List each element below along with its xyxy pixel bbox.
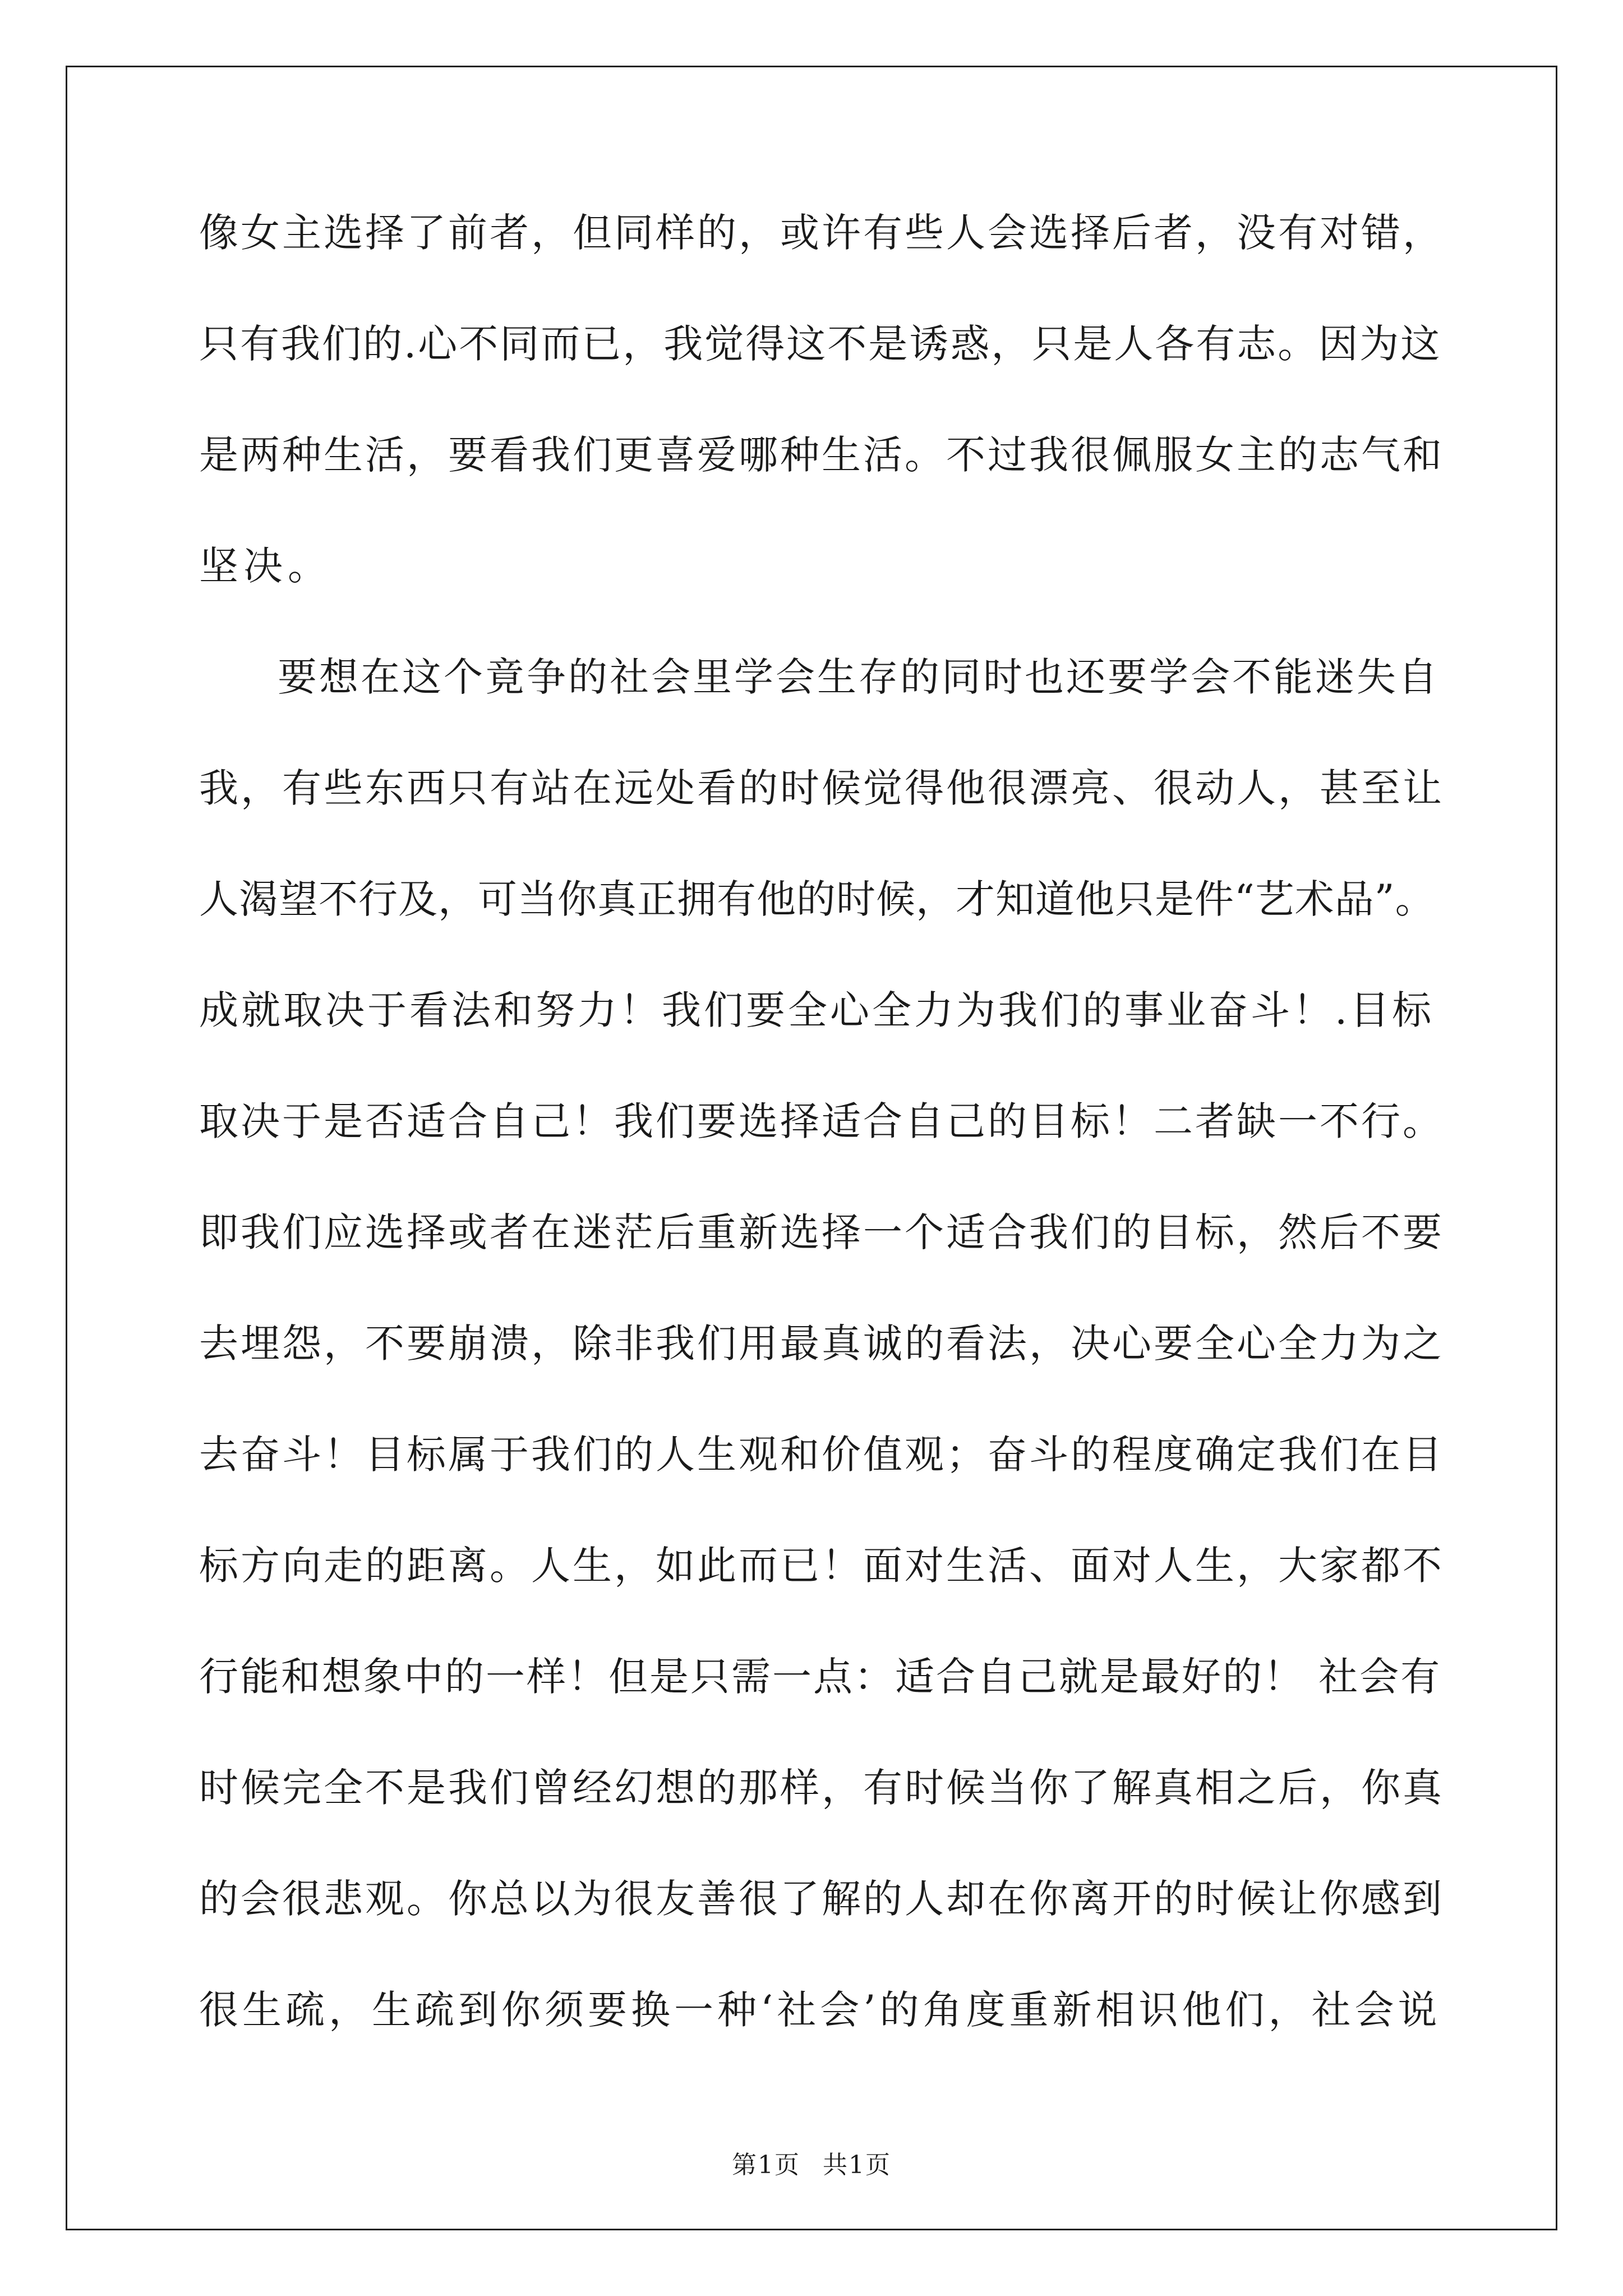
text-line: 取决于是否适合自己！我们要选择适合自己的目标！二者缺一不行。 bbox=[199, 1098, 1444, 1144]
text-line: 时候完全不是我们曾经幻想的那样，有时候当你了解真相之后，你真 bbox=[199, 1765, 1444, 1811]
text-line: 坚决。 bbox=[199, 543, 332, 589]
page-total: 共1页 bbox=[823, 2151, 891, 2179]
text-line: 像女主选择了前者，但同样的，或许有些人会选择后者，没有对错， bbox=[199, 210, 1444, 256]
text-line: 人渴望不行及，可当你真正拥有他的时候，才知道他只是件“艺术品”。 bbox=[199, 876, 1435, 922]
text-line: 行能和想象中的一样！但是只需一点：适合自己就是最好的！ 社会有 bbox=[199, 1654, 1442, 1700]
text-line: 很生疏，生疏到你须要换一种‘社会’的角度重新相识他们，社会说 bbox=[199, 1987, 1441, 2033]
text-line: 成就取决于看法和努力！我们要全心全力为我们的事业奋斗！.目标 bbox=[199, 987, 1435, 1033]
text-line: 我，有些东西只有站在远处看的时候觉得他很漂亮、很动人，甚至让 bbox=[199, 765, 1444, 811]
text-line: 要想在这个竟争的社会里学会生存的同时也还要学会不能迷失自 bbox=[278, 654, 1440, 700]
text-line: 去埋怨，不要崩溃，除非我们用最真诚的看法，决心要全心全力为之 bbox=[199, 1320, 1444, 1366]
page-number: 第1页 bbox=[732, 2151, 800, 2179]
text-line: 标方向走的距离。人生，如此而已！面对生活、面对人生，大家都不 bbox=[199, 1543, 1444, 1589]
text-line: 是两种生活，要看我们更喜爱哪种生活。不过我很佩服女主的志气和 bbox=[199, 432, 1444, 478]
text-line: 即我们应选择或者在迷茫后重新选择一个适合我们的目标，然后不要 bbox=[199, 1209, 1444, 1255]
text-line: 只有我们的.心不同而已，我觉得这不是诱惑，只是人各有志。因为这 bbox=[199, 321, 1442, 367]
text-line: 去奋斗！目标属于我们的人生观和价值观；奋斗的程度确定我们在目 bbox=[199, 1432, 1444, 1478]
page-footer bbox=[0, 2148, 1623, 2182]
text-line: 的会很悲观。你总以为很友善很了解的人却在你离开的时候让你感到 bbox=[199, 1876, 1444, 1922]
